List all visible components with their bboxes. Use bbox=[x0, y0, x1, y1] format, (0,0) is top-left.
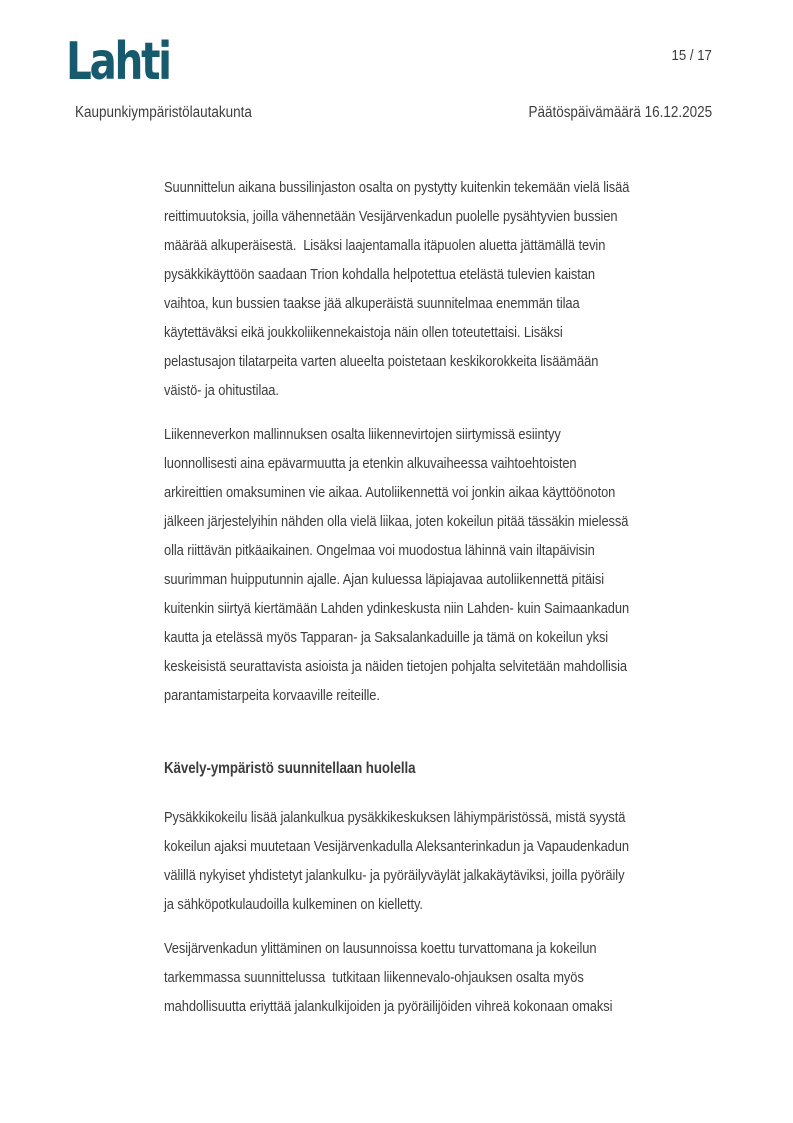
text-line: keskeisistä seurattavista asioista ja näiden tietojen pohjalta selvitetään mahdollisia bbox=[164, 658, 628, 675]
text-line: mahdollisuutta eriyttää jalankulkijoiden ja pyöräilijöiden vihreä kokonaan omaksi bbox=[164, 998, 613, 1015]
text-line: jälkeen järjestelyihin nähden olla vielä liikaa, joten kokeilun pitää tässäkin mielessä bbox=[164, 513, 629, 530]
lahti-logo: Lahti bbox=[66, 32, 170, 92]
text-line: väistö- ja ohitustilaa. bbox=[164, 382, 279, 399]
text-line: Suunnittelun aikana bussilinjaston osalta on pystytty kuitenkin tekemään vielä lisää bbox=[164, 179, 630, 196]
document-body bbox=[164, 173, 714, 1036]
text-line: vaihtoa, kun bussien taakse jää alkuperäistä suunnitelmaa enemmän tilaa bbox=[164, 295, 580, 312]
text-line: Vesijärvenkadun ylittäminen on lausunnoissa koettu turvattomana ja kokeilun bbox=[164, 940, 597, 957]
decision-date: Päätöspäivämäärä 16.12.2025 bbox=[528, 104, 712, 121]
section-heading: Kävely-ympäristö suunnitellaan huolella bbox=[164, 760, 416, 777]
text-line: pelastusajon tilatarpeita varten alueelta poistetaan keskikorokkeita lisäämään bbox=[164, 353, 599, 370]
text-line: ja sähköpotkulaudoilla kulkeminen on kielletty. bbox=[164, 896, 423, 913]
text-line: luonnollisesti aina epävarmuutta ja etenkin alkuvaiheessa vaihtoehtoisten bbox=[164, 455, 577, 472]
text-line: Liikenneverkon mallinnuksen osalta liikennevirtojen siirtymissä esiintyy bbox=[164, 426, 561, 443]
text-line: käytettäväksi eikä joukkoliikennekaistoja näin ollen toteutettaisi. Lisäksi bbox=[164, 324, 563, 341]
text-line: Pysäkkikokeilu lisää jalankulkua pysäkkikeskuksen lähiympäristössä, mistä syystä bbox=[164, 809, 626, 826]
body-paragraph bbox=[164, 420, 714, 710]
page-number: 15 / 17 bbox=[671, 47, 712, 64]
text-line: parantamistarpeita korvaaville reiteille. bbox=[164, 687, 380, 704]
text-line: olla riittävän pitkäaikainen. Ongelmaa voi muodostua lähinnä vain iltapäivisin bbox=[164, 542, 595, 559]
text-line: tarkemmassa suunnittelussa tutkitaan liikennevalo-ohjauksen osalta myös bbox=[164, 969, 584, 986]
text-line: arkireittien omaksuminen vie aikaa. Autoliikennettä voi jonkin aikaa käyttöönoton bbox=[164, 484, 616, 501]
text-line: määrää alkuperäisestä. Lisäksi laajentamalla itäpuolen aluetta jättämällä tevin bbox=[164, 237, 606, 254]
body-paragraph bbox=[164, 934, 714, 1021]
text-line: kokeilun ajaksi muutetaan Vesijärvenkadulla Aleksanterinkadun ja Vapaudenkadun bbox=[164, 838, 629, 855]
text-line: reittimuutoksia, joilla vähennetään Vesijärvenkadun puolelle pysähtyvien bussien bbox=[164, 208, 618, 225]
body-paragraph bbox=[164, 803, 714, 919]
text-line: kuitenkin siirtyä kiertämään Lahden ydinkeskusta niin Lahden- kuin Saimaankadun bbox=[164, 600, 630, 617]
body-paragraph bbox=[164, 173, 714, 405]
committee-name: Kaupunkiympäristölautakunta bbox=[75, 104, 252, 121]
text-line: suurimman huipputunnin ajalle. Ajan kuluessa läpiajavaa autoliikennettä pitäisi bbox=[164, 571, 604, 588]
text-line: välillä nykyiset yhdistetyt jalankulku- ja pyöräilyväylät jalkakäytäviksi, joilla pyöräily bbox=[164, 867, 625, 884]
text-line: kautta ja etelässä myös Tapparan- ja Saksalankaduille ja tämä on kokeilun yksi bbox=[164, 629, 609, 646]
text-line: pysäkkikäyttöön saadaan Trion kohdalla helpotettua etelästä tulevien kaistan bbox=[164, 266, 595, 283]
